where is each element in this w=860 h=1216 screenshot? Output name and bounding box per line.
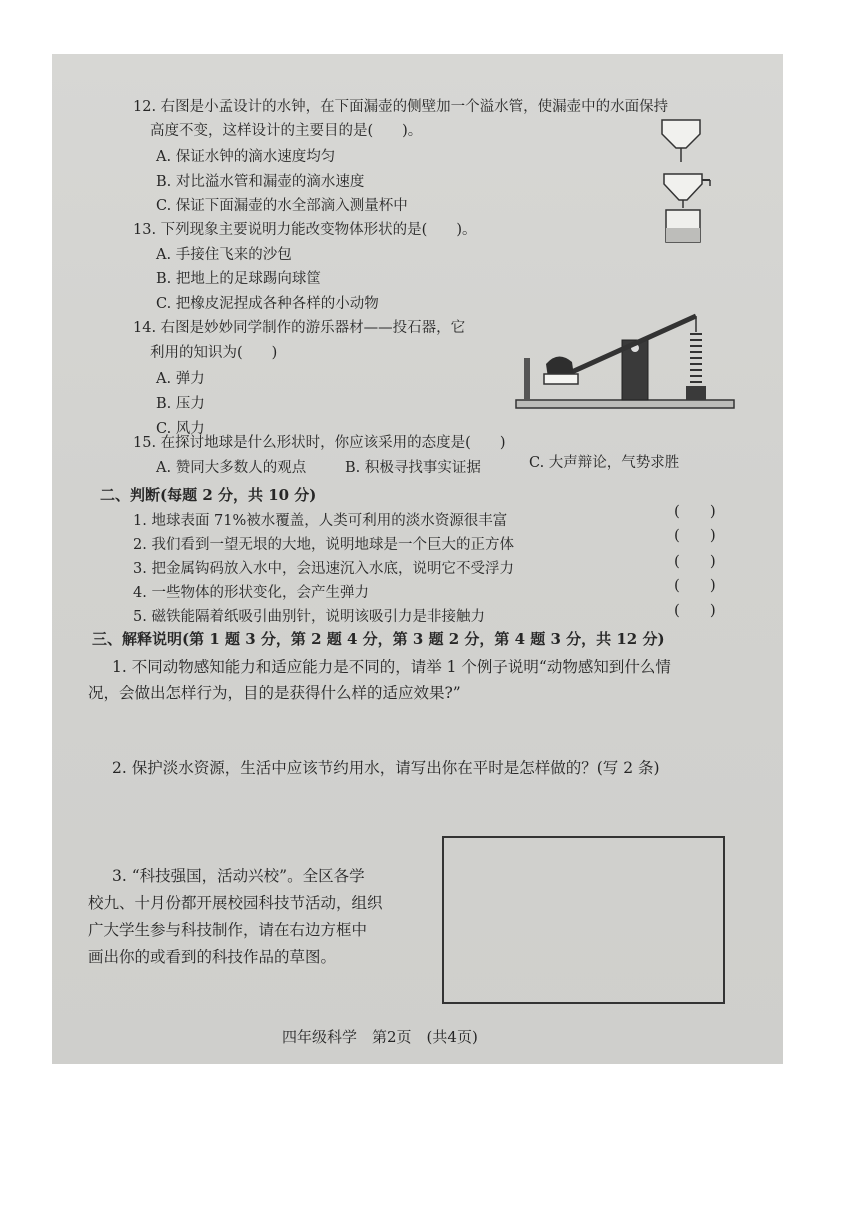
section3-q1-line2: 况，会做出怎样行为，目的是获得什么样的适应效果?” [88, 684, 461, 702]
q13-option-b: B. 把地上的足球踢向球筐 [156, 271, 321, 287]
judge-answer-5[interactable]: ( ) [674, 601, 716, 619]
judge-answer-2[interactable]: ( ) [674, 526, 716, 544]
catapult-figure [514, 302, 736, 414]
judge-answer-3[interactable]: ( ) [674, 552, 716, 570]
q14-option-a: A. 弹力 [156, 371, 205, 387]
judge-item-4: 4. 一些物体的形状变化，会产生弹力 [133, 585, 369, 601]
q14-option-b: B. 压力 [156, 396, 205, 412]
section3-q1-line1: 1. 不同动物感知能力和适应能力是不同的，请举 1 个例子说明“动物感知到什么情 [112, 658, 671, 676]
section3-q3-line1: 3. “科技强国，活动兴校”。全区各学 [112, 867, 365, 885]
judge-item-1: 1. 地球表面 71%被水覆盖，人类可利用的淡水资源很丰富 [133, 513, 508, 529]
judge-answer-4[interactable]: ( ) [674, 576, 716, 594]
q15-option-c: C. 大声辩论，气势求胜 [529, 455, 680, 471]
judge-item-2: 2. 我们看到一望无垠的大地，说明地球是一个巨大的正方体 [133, 537, 514, 553]
judge-item-3: 3. 把金属钩码放入水中，会迅速沉入水底，说明它不受浮力 [133, 561, 514, 577]
section3-q3-line4: 画出你的或看到的科技作品的草图。 [88, 948, 337, 966]
judge-answer-1[interactable]: ( ) [674, 502, 716, 520]
section2-title: 二、判断(每题 2 分，共 10 分) [100, 486, 317, 504]
q15-option-a: A. 赞同大多数人的观点 [156, 460, 307, 476]
q13-option-c: C. 把橡皮泥捏成各种各样的小动物 [156, 296, 379, 312]
q14-stem-line2: 利用的知识为( ) [150, 345, 278, 361]
q12-stem-line1: 12. 右图是小孟设计的水钟，在下面漏壶的侧壁加一个溢水管，使漏壶中的水面保持 [133, 99, 669, 115]
q15-stem: 15. 在探讨地球是什么形状时，你应该采用的态度是( ) [133, 435, 506, 451]
judge-item-5: 5. 磁铁能隔着纸吸引曲别针，说明该吸引力是非接触力 [133, 609, 485, 625]
q14-option-c: C. 风力 [156, 421, 205, 437]
exam-page [52, 54, 783, 1064]
page-footer: 四年级科学 第2页 (共4页) [282, 1028, 478, 1046]
q14-stem-line1: 14. 右图是妙妙同学制作的游乐器材——投石器，它 [133, 320, 466, 336]
water-clock-figure [652, 114, 712, 244]
section3-title: 三、解释说明(第 1 题 3 分，第 2 题 4 分，第 3 题 2 分，第 4 题 3 分，共 12 分) [92, 630, 665, 648]
q12-option-b: B. 对比溢水管和漏壶的滴水速度 [156, 174, 365, 190]
q12-option-c: C. 保证下面漏壶的水全部滴入测量杯中 [156, 198, 408, 214]
q15-option-b: B. 积极寻找事实证据 [345, 460, 481, 476]
section3-q3-line2: 校九、十月份都开展校园科技节活动，组织 [88, 894, 383, 912]
drawing-answer-box[interactable] [442, 836, 725, 1004]
q13-option-a: A. 手接住飞来的沙包 [156, 247, 292, 263]
section3-q3-line3: 广大学生参与科技制作，请在右边方框中 [88, 921, 368, 939]
section3-q2: 2. 保护淡水资源，生活中应该节约用水，请写出你在平时是怎样做的？(写 2 条) [112, 759, 660, 777]
q12-stem-line2: 高度不变，这样设计的主要目的是( )。 [150, 123, 423, 139]
q13-stem: 13. 下列现象主要说明力能改变物体形状的是( )。 [133, 222, 477, 238]
q12-option-a: A. 保证水钟的滴水速度均匀 [156, 149, 336, 165]
